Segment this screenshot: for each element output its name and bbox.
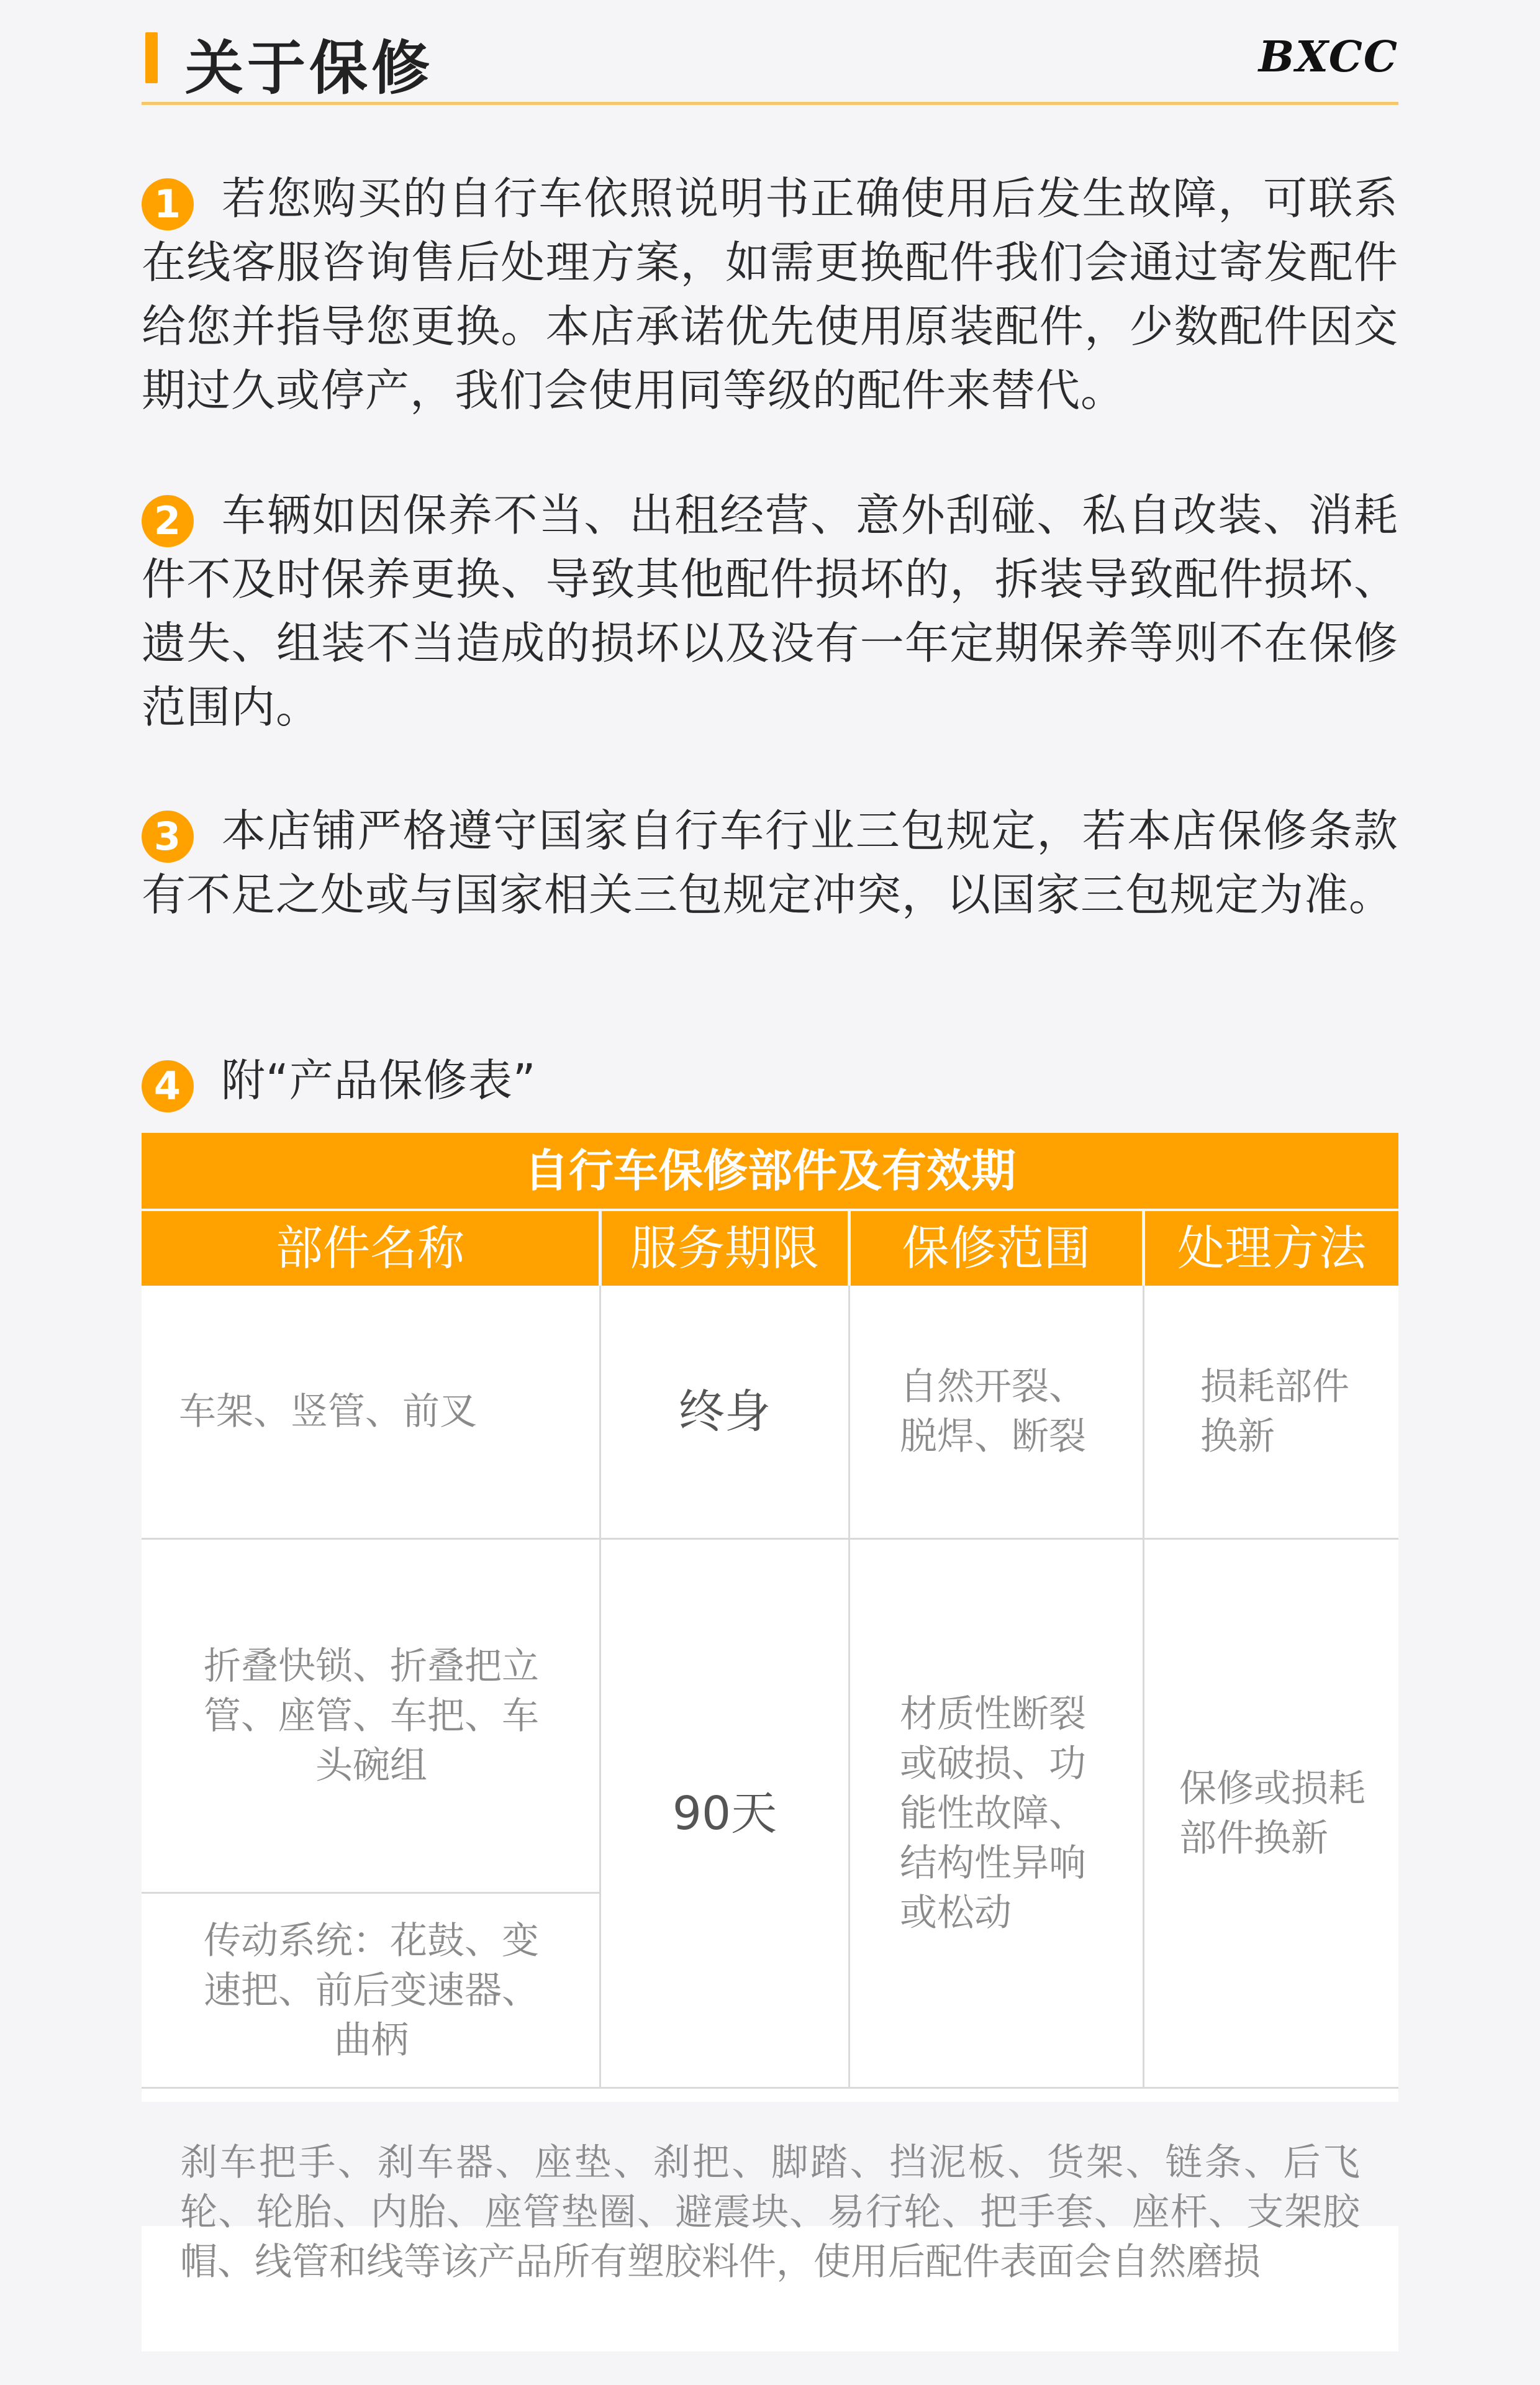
section-header xyxy=(142,0,1398,105)
point-text: 车辆如因保养不当、出租经营、意外刮碰、私自改装、消耗件不及时保养更换、导致其他配件损坏的，拆装导致配件损坏、遗失、组装不当造成的损坏以及没有一年定期保养等则不在保修范围内。 xyxy=(142,489,1398,733)
number-badge: 1 xyxy=(142,178,194,230)
row1-part: 车架、竖管、前叉 xyxy=(179,1390,477,1433)
row2-method: 保修或损耗部件换新 xyxy=(1179,1766,1366,1860)
row1-method: 损耗部件换新 xyxy=(1200,1365,1349,1458)
consumables-note: 刹车把手、刹车器、座垫、刹把、脚踏、挡泥板、货架、链条、后飞轮、轮胎、内胎、座管垫圈、避震块、易行轮、把手套、座杆、支架胶帽、线管和线等该产品所有塑胶料件，使用后配件表面会自然磨损 xyxy=(142,2102,1398,2226)
point-1 xyxy=(142,166,1398,422)
table-title: 自行车保修部件及有效期 xyxy=(142,1133,1398,1209)
number-badge: 2 xyxy=(142,495,194,547)
header-scope: 保修范围 xyxy=(851,1211,1142,1286)
point-text: 本店铺严格遵守国家自行车行业三包规定，若本店保修条款有不足之处或与国家相关三包规定冲突，以国家三包规定为准。 xyxy=(142,805,1398,920)
point-3 xyxy=(142,799,1398,927)
point-text: 附“产品保修表” xyxy=(221,1055,537,1106)
page-title: 关于保修 xyxy=(185,35,434,102)
point-text: 若您购买的自行车依照说明书正确使用后发生故障，可联系在线客服咨询售后处理方案，如需更换配件我们会通过寄发配件给您并指导您更换。本店承诺优先使用原装配件，少数配件因交期过久或停产，我们会使用同等级的配件来替代。 xyxy=(142,173,1398,416)
header-period: 服务期限 xyxy=(602,1211,848,1286)
row3-part: 传动系统：花鼓、变速把、前后变速器、曲柄 xyxy=(204,1919,539,2062)
row2-scope: 材质性断裂或破损、功能性故障、结构性异响或松动 xyxy=(900,1692,1086,1935)
divider xyxy=(142,2087,1398,2089)
accent-bar xyxy=(145,32,158,83)
row1-period: 终身 xyxy=(679,1385,771,1438)
row2-period: 90天 xyxy=(672,1786,777,1840)
number-badge: 4 xyxy=(142,1060,194,1112)
point-4 xyxy=(142,1048,1398,1112)
header-part-name: 部件名称 xyxy=(142,1211,599,1286)
header-method: 处理方法 xyxy=(1145,1211,1398,1286)
row1-scope: 自然开裂、脱焊、断裂 xyxy=(900,1365,1086,1458)
number-badge: 3 xyxy=(142,811,194,863)
brand-logo: BXCC xyxy=(1258,32,1398,82)
point-2 xyxy=(142,483,1398,739)
row2-part: 折叠快锁、折叠把立管、座管、车把、车头碗组 xyxy=(204,1644,539,1788)
